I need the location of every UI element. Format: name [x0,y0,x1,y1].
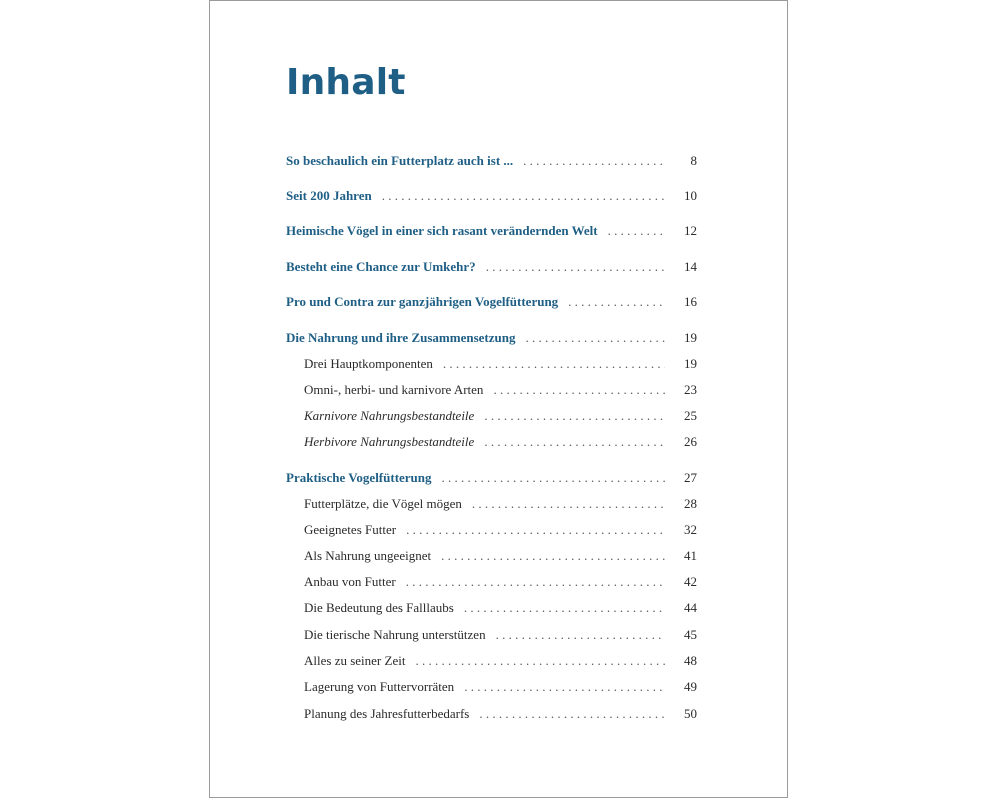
toc-entry[interactable] [286,188,697,204]
dot-leader [406,574,665,590]
toc-entry[interactable] [286,223,697,239]
toc-entry-label: Pro und Contra zur ganzjährigen Vogelfütterung [286,294,559,309]
toc-entry-label: Herbivore Nahrungsbestandteile [304,434,475,449]
toc-subentry[interactable] [286,496,697,512]
dot-leader [523,153,665,169]
toc-page-number: 49 [684,679,697,694]
toc-entry-label: Futterplätze, die Vögel mögen [304,496,462,511]
dot-leader [464,679,665,695]
toc-subentry[interactable] [286,522,697,538]
toc-page-number: 50 [684,706,697,721]
toc-entry-label: Planung des Jahresfutterbedarfs [304,706,470,721]
toc-entry-label: Die Bedeutung des Falllaubs [304,600,454,615]
dot-leader [479,706,665,722]
toc-page-number: 45 [684,627,697,642]
toc-subentry[interactable] [286,356,697,372]
toc-entry[interactable] [286,153,697,169]
toc-subentry[interactable] [286,548,697,564]
toc-entry-label: Lagerung von Futtervorräten [304,679,455,694]
toc-entry[interactable] [286,330,697,346]
toc-entry-label: Karnivore Nahrungsbestandteile [304,408,475,423]
toc-entry-label: Alles zu seiner Zeit [304,653,406,668]
toc-page-number: 14 [684,259,697,274]
dot-leader [382,188,665,204]
toc-subentry[interactable] [286,653,697,669]
toc-page-number: 19 [684,330,697,345]
dot-leader [443,356,665,372]
toc-subentry[interactable] [286,627,697,643]
toc-page-number: 8 [690,153,697,168]
dot-leader [486,259,665,275]
toc-entry-label: Omni-, herbi- und karnivore Arten [304,382,484,397]
toc-entry-label: Besteht eine Chance zur Umkehr? [286,259,476,274]
toc-entry-label: Praktische Vogelfütterung [286,470,432,485]
toc-entry-label: Drei Hauptkomponenten [304,356,433,371]
toc-page-number: 25 [684,408,697,423]
page-title: Inhalt [286,62,406,103]
dot-leader [608,223,665,239]
toc-entry-label: Die tierische Nahrung unterstützen [304,627,486,642]
toc-subentry[interactable] [286,382,697,398]
toc-page-number: 41 [684,548,697,563]
toc-page-number: 32 [684,522,697,537]
toc-entry[interactable] [286,259,697,275]
toc-page-number: 23 [684,382,697,397]
toc-subentry[interactable] [286,434,697,450]
dot-leader [496,627,665,643]
toc-entry[interactable] [286,294,697,310]
toc-page-number: 44 [684,600,697,615]
dot-leader [415,653,665,669]
toc-entry-label: Seit 200 Jahren [286,188,372,203]
toc-subentry[interactable] [286,574,697,590]
toc-subentry[interactable] [286,679,697,695]
toc-page-number: 28 [684,496,697,511]
dot-leader [568,294,665,310]
toc-entry-label: Die Nahrung und ihre Zusammensetzung [286,330,516,345]
toc-subentry[interactable] [286,706,697,722]
toc-page-number: 16 [684,294,697,309]
dot-leader [484,408,665,424]
toc-page-number: 42 [684,574,697,589]
toc-entry-label: Anbau von Futter [304,574,396,589]
toc-page-number: 26 [684,434,697,449]
dot-leader [441,548,665,564]
toc-entry-label: So beschaulich ein Futterplatz auch ist ... [286,153,514,168]
toc-entry-label: Als Nahrung ungeeignet [304,548,432,563]
dot-leader [442,470,665,486]
book-page [209,0,788,798]
toc-entry[interactable] [286,470,697,486]
toc-page-number: 27 [684,470,697,485]
toc-subentry[interactable] [286,600,697,616]
toc-entry-label: Heimische Vögel in einer sich rasant verändernden Welt [286,223,598,238]
dot-leader [472,496,665,512]
toc-subentry[interactable] [286,408,697,424]
toc-page-number: 19 [684,356,697,371]
toc-page-number: 10 [684,188,697,203]
dot-leader [406,522,665,538]
toc-page-number: 12 [684,223,697,238]
dot-leader [525,330,665,346]
dot-leader [464,600,665,616]
dot-leader [484,434,665,450]
toc-page-number: 48 [684,653,697,668]
dot-leader [493,382,665,398]
toc-entry-label: Geeignetes Futter [304,522,397,537]
